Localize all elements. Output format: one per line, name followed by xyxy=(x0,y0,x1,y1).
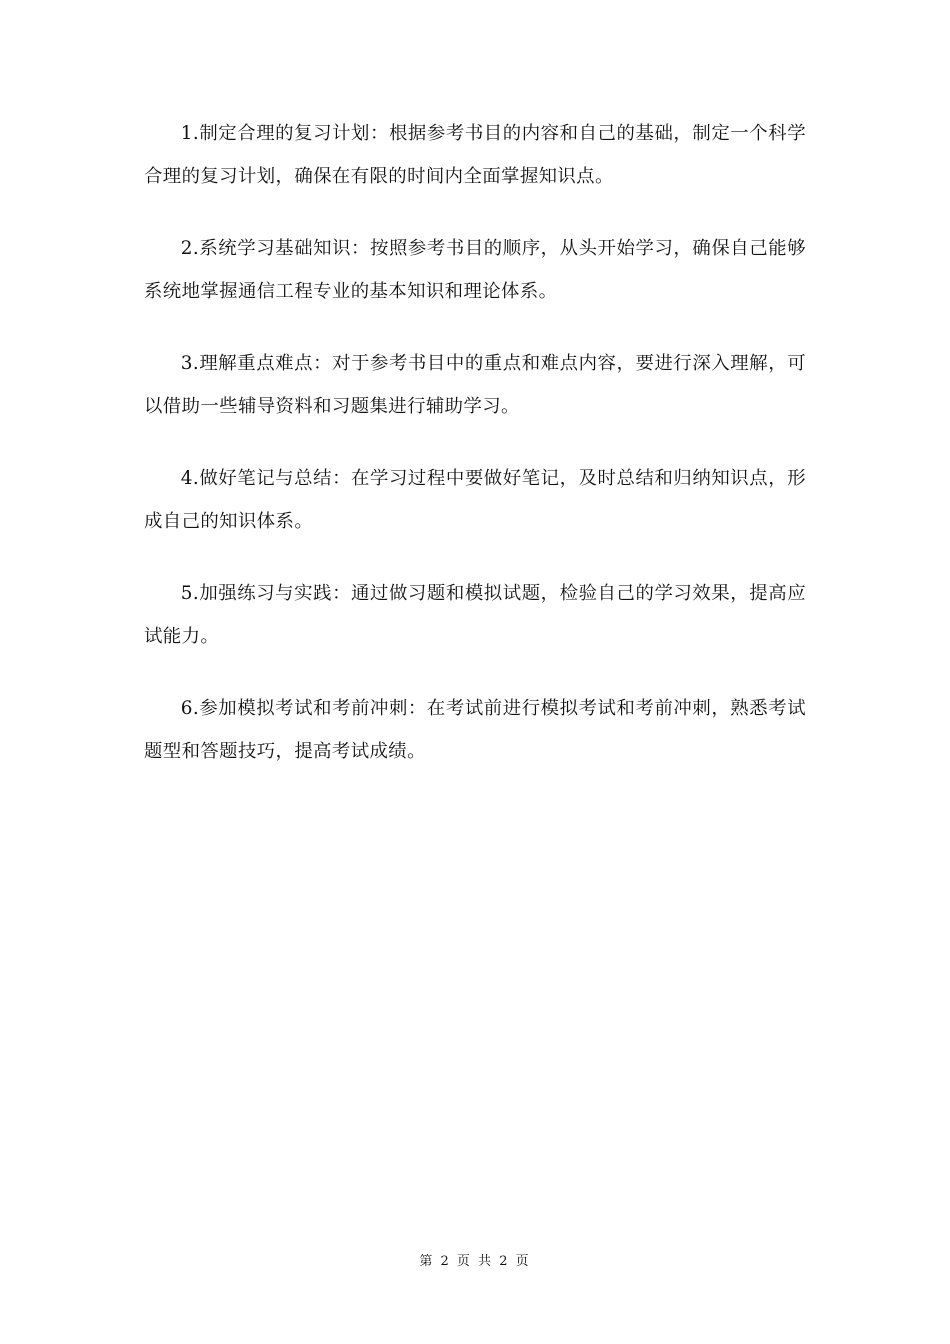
paragraph-5: 5.加强练习与实践：通过做习题和模拟试题，检验自己的学习效果，提高应试能力。 xyxy=(144,583,806,647)
paragraph-1: 1.制定合理的复习计划：根据参考书目的内容和自己的基础，制定一个科学合理的复习计划，确保在有限的时间内全面掌握知识点。 xyxy=(144,123,806,187)
document-body xyxy=(144,112,806,802)
paragraph-6: 6.参加模拟考试和考前冲刺：在考试前进行模拟考试和考前冲刺，熟悉考试题型和答题技巧，提高考试成绩。 xyxy=(144,698,806,762)
page-number-footer: 第 2 页 共 2 页 xyxy=(419,1254,531,1269)
paragraph-2: 2.系统学习基础知识：按照参考书目的顺序，从头开始学习，确保自己能够系统地掌握通信工程专业的基本知识和理论体系。 xyxy=(144,238,806,302)
paragraph-4: 4.做好笔记与总结：在学习过程中要做好笔记，及时总结和归纳知识点，形成自己的知识体系。 xyxy=(144,468,806,532)
paragraph-3: 3.理解重点难点：对于参考书目中的重点和难点内容，要进行深入理解，可以借助一些辅导资料和习题集进行辅助学习。 xyxy=(144,353,806,417)
